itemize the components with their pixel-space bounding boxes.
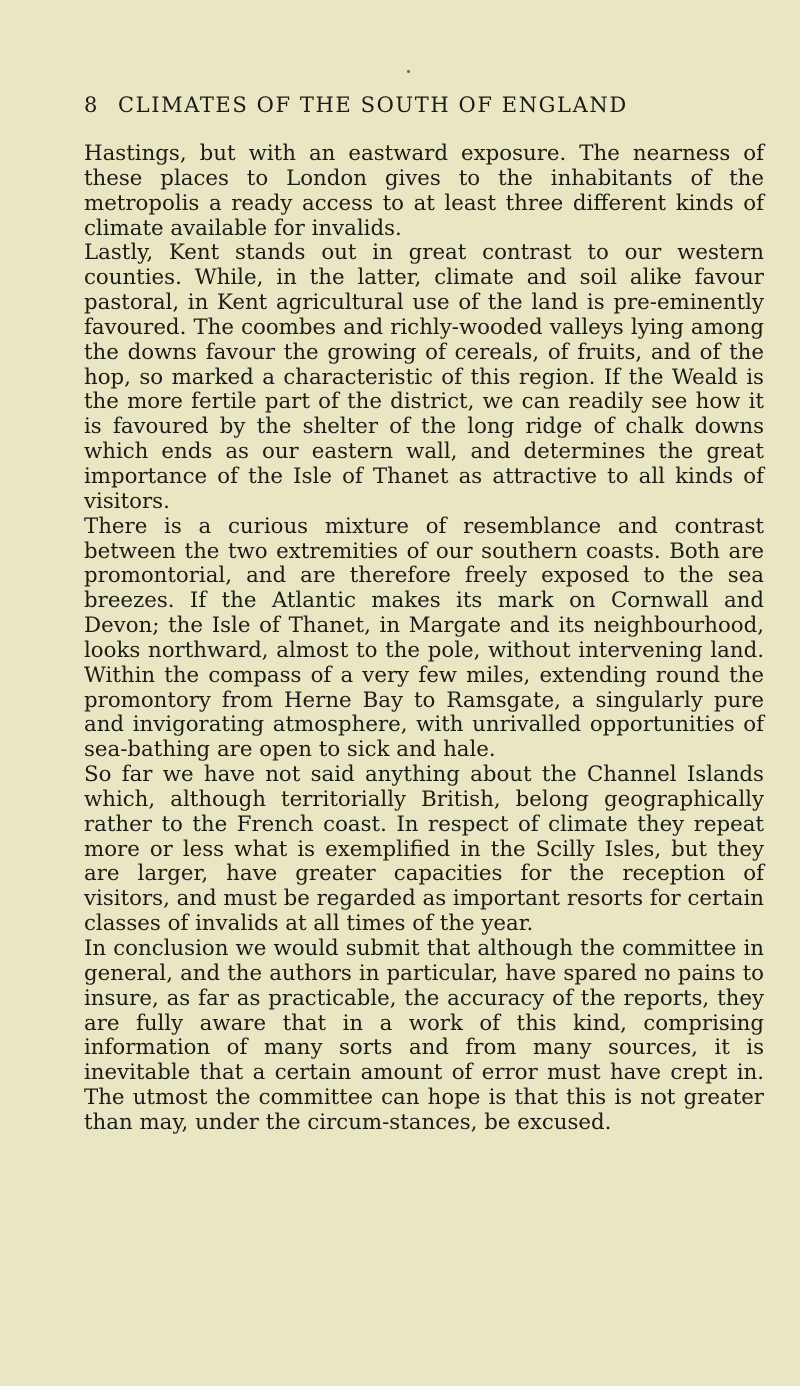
running-title: CLIMATES OF THE SOUTH OF ENGLAND [118,93,628,117]
paragraph-1: Hastings, but with an eastward exposure. The nearness of these places to London gives to the inhabitants of the metropolis a ready access to at least three different kinds of climate available for invalids. [84,141,764,241]
paragraph-2: Lastly, Kent stands out in great contrast to our western counties. While, in the latter, climate and soil alike favour pastoral, in Kent agricultural use of the land is pre-eminently favoured. The coombes and richly-wooded valleys lying among the downs favour the growing of cereals, of fruits, and of the hop, so marked a characteristic of this region. If the Weald is the more fertile part of the district, we can readily see how it is favoured by the shelter of the long ridge of chalk downs which ends as our eastern wall, and determines the great importance of the Isle of Thanet as attractive to all kinds of visitors. [84,240,764,514]
paragraph-5: In conclusion we would submit that although the committee in general, and the authors in particular, have spared no pains to insure, as far as practicable, the accuracy of the reports, they are fully aware that in a work of this kind, comprising information of many sorts and from many sources, it is inevitable that a certain amount of error must have crept in. The utmost the committee can hope is that this is not greater than may, under the circum-stances, be excused. [84,936,764,1135]
page-header [84,93,764,123]
paragraph-4: So far we have not said anything about the Channel Islands which, although territorially British, belong geographically rather to the French coast. In respect of climate they repeat more or less what is exemplified in the Scilly Isles, but they are larger, have greater capacities for the reception of visitors, and must be regarded as important resorts for certain classes of invalids at all times of the year. [84,762,764,937]
page-number: 8 [84,93,98,117]
speck [407,70,410,73]
paragraph-3: There is a curious mixture of resemblance and contrast between the two extremities of our southern coasts. Both are promontorial, and are therefore freely exposed to the sea breezes. If the Atlantic makes its mark on Cornwall and Devon; the Isle of Thanet, in Margate and its neighbourhood, looks northward, almost to the pole, without intervening land. Within the compass of a very few miles, extending round the promontory from Herne Bay to Ramsgate, a singularly pure and invigorating atmosphere, with unrivalled opportunities of sea-bathing are open to sick and hale. [84,513,764,763]
body-text [84,142,764,1136]
